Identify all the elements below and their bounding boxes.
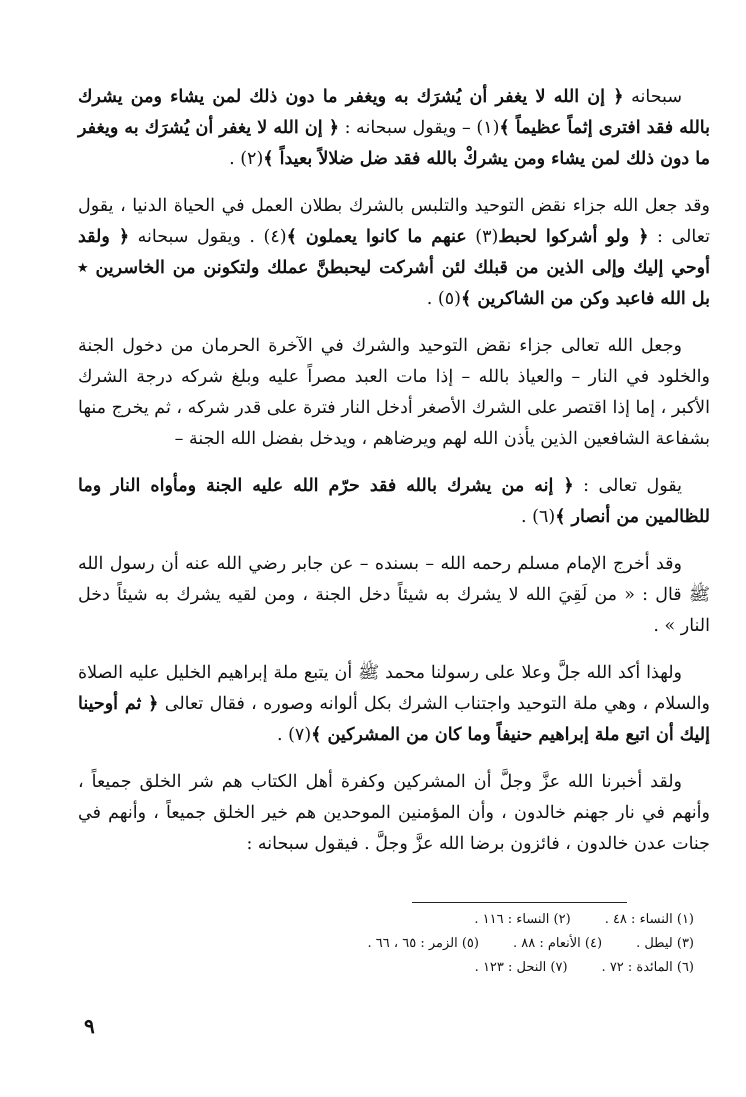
quran-verse: ﴿ إن الله لا يغفر أن يُشرَك به ويغفر ما دون ذلك لمن يشاء ومن يشركْ بالله فقد ضل ضلالاً بعيداً ﴾ bbox=[78, 118, 710, 169]
quran-verse: ﴿ ثم أوحينا إليك أن اتبع ملة إبراهيم حنيفاً وما كان من المشركين ﴾ bbox=[78, 694, 710, 745]
paragraph-7 bbox=[78, 767, 710, 860]
text-run: (١) – ويقول سبحانه : bbox=[338, 118, 500, 138]
quran-verse: ﴿ إن الله لا يغفر أن يُشرَك به ويغفر ما دون ذلك لمن يشاء ومن يشرك بالله فقد افترى إثماً عظيماً ﴾ bbox=[78, 87, 710, 138]
text-run: (٦) . bbox=[521, 507, 556, 527]
footnote-3: (٣) ليطل . bbox=[636, 936, 694, 951]
footnote-line-2 bbox=[334, 934, 694, 954]
footnote-divider bbox=[412, 902, 627, 903]
text-run: وجعل الله تعالى جزاء نقض التوحيد والشرك في الآخرة الحرمان من دخول الجنة والخلود في النار – والعياذ بالله – إذا مات العبد مصراً عليه وبلغ شركه درجة الشرك الأكبر ، إما إذا اقتصر على الشرك الأصغر أدخل النار فترة على قدر شركه ، ثم يخرج منها بشفاعة الشافعين الذين يأذن الله لهم ويرضاهم ، ويدخل بفضل الله الجنة – bbox=[78, 336, 710, 449]
text-run: (٤) . ويقول سبحانه bbox=[129, 227, 287, 247]
footnote-2: (٢) النساء : ١١٦ . bbox=[474, 912, 571, 927]
text-run: (٥) . bbox=[426, 289, 461, 309]
footnote-1: (١) النساء : ٤٨ . bbox=[604, 912, 694, 927]
text-run: (٢) . bbox=[229, 149, 264, 169]
paragraph-3 bbox=[78, 331, 710, 455]
page-body bbox=[78, 82, 710, 876]
paragraph-4 bbox=[78, 471, 710, 533]
paragraph-5 bbox=[78, 549, 710, 642]
text-run: ولقد أخبرنا الله عزَّ وجلَّ أن المشركين وكفرة أهل الكتاب هم شر الخلق جميعاً ، وأنهم في نار جهنم خالدون ، وأن المؤمنين الموحدين هم خير الخلق جميعاً ، وأنهم في جنات عدن خالدون ، فائزون برضا الله عزَّ وجلَّ . فيقول سبحانه : bbox=[78, 772, 710, 854]
text-run: (٣) bbox=[466, 227, 499, 247]
text-run: سبحانه bbox=[623, 87, 683, 107]
paragraph-6 bbox=[78, 658, 710, 751]
footnote-7: (٧) النحل : ١٢٣ . bbox=[474, 960, 568, 975]
paragraph-2 bbox=[78, 191, 710, 315]
footnote-4: (٤) الأنعام : ٨٨ . bbox=[512, 936, 603, 951]
text-run: وقد أخرج الإمام مسلم رحمه الله – بسنده – عن جابر رضي الله عنه أن رسول الله ﷺ قال : « من لَقِيَ الله لا يشرك به شيئاً دخل الجنة ، ومن لقيه يشرك به شيئاً دخل النار » . bbox=[78, 554, 710, 636]
page-number: ٩ bbox=[84, 1014, 95, 1038]
footnote-5: (٥) الزمر : ٦٥ ، ٦٦ . bbox=[367, 936, 479, 951]
text-run: يقول تعالى : bbox=[573, 476, 682, 496]
footnote-line-1 bbox=[440, 910, 694, 930]
text-run: ولهذا أكد الله جلَّ وعلا على رسولنا محمد ﷺ أن يتبع ملة إبراهيم الخليل عليه الصلاة والسلام ، وهي ملة التوحيد واجتناب الشرك بكل ألوانه وصوره ، فقال تعالى bbox=[78, 663, 710, 714]
text-run: (٧) . bbox=[276, 725, 312, 745]
quran-verse: ﴿ إنه من يشرك بالله فقد حرّم الله عليه الجنة ومأواه النار وما للظالمين من أنصار ﴾ bbox=[78, 476, 710, 527]
footnote-line-3 bbox=[441, 958, 694, 978]
quran-verse: ﴿ ولو أشركوا لحبط bbox=[498, 227, 649, 247]
footnote-6: (٦) المائدة : ٧٢ . bbox=[601, 960, 694, 975]
paragraph-1 bbox=[78, 82, 710, 175]
text-run: وقد جعل الله جزاء نقض التوحيد والتلبس بالشرك بطلان العمل في الحياة الدنيا ، يقول تعالى : bbox=[78, 196, 711, 247]
quran-verse: ﴿ ولقد أوحي إليك وإلى الذين من قبلك لئن أشركت ليحبطنَّ عملك ولتكونن من الخاسرين ٭ بل الله فاعبد وكن من الشاكرين ﴾ bbox=[78, 227, 710, 309]
quran-verse: عنهم ما كانوا يعملون ﴾ bbox=[286, 227, 467, 247]
